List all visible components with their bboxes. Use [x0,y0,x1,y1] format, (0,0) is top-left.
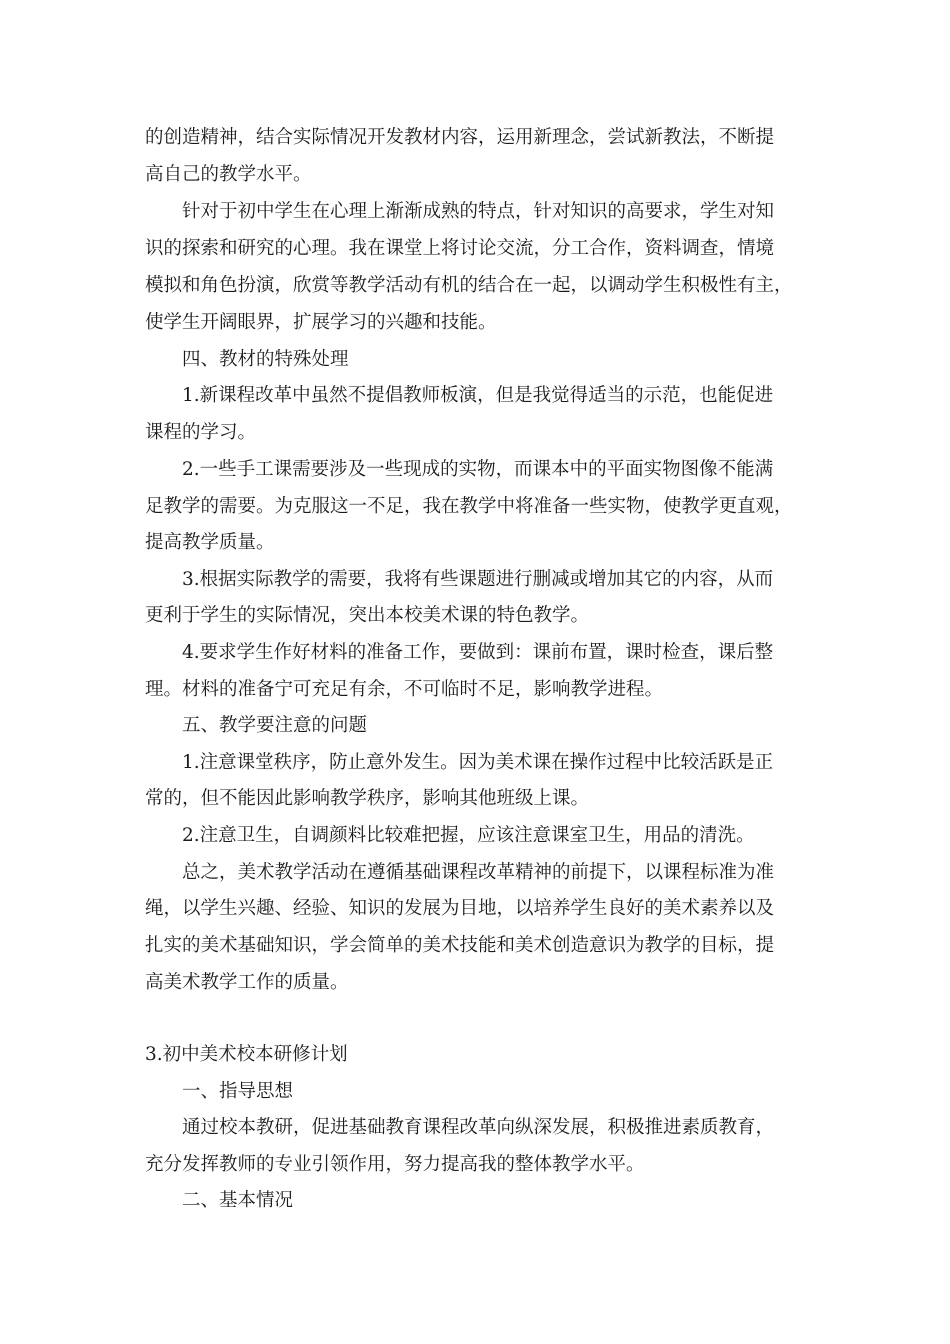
paragraph-line: 使学生开阔眼界，扩展学习的兴趣和技能。 [145,312,497,333]
paragraph-line: 1.新课程改革中虽然不提倡教师板演，但是我觉得适当的示范，也能促进 [182,385,774,406]
paragraph-line: 总之，美术教学活动在遵循基础课程改革精神的前提下，以课程标准为准 [182,862,775,883]
paragraph-line: 模拟和角色扮演，欣赏等教学活动有机的结合在一起，以调动学生积极性有主， [145,275,793,296]
paragraph-line: 4.要求学生作好材料的准备工作，要做到：课前布置，课时检查，课后整 [182,642,774,663]
paragraph-line: 足教学的需要。为克服这一不足，我在教学中将准备一些实物，使教学更直观， [145,496,793,517]
paragraph-line: 理。材料的准备宁可充足有余，不可临时不足，影响教学进程。 [145,679,664,700]
paragraph-line: 的创造精神，结合实际情况开发教材内容，运用新理念，尝试新教法，不断提 [145,127,775,148]
paragraph-line: 扎实的美术基础知识，学会简单的美术技能和美术创造意识为教学的目标，提 [145,935,775,956]
section-heading: 四、教材的特殊处理 [182,349,349,370]
paragraph-line: 绳，以学生兴趣、经验、知识的发展为目地，以培养学生良好的美术素养以及 [145,898,775,919]
paragraph-line: 1.注意课堂秩序，防止意外发生。因为美术课在操作过程中比较活跃是正 [182,752,774,773]
section-heading: 五、教学要注意的问题 [182,715,368,736]
paragraph-line: 2.注意卫生，自调颜料比较难把握，应该注意课室卫生，用品的清洗。 [182,825,755,846]
paragraph-line: 常的，但不能因此影响教学秩序，影响其他班级上课。 [145,788,590,809]
paragraph-line: 高美术教学工作的质量。 [145,972,349,993]
paragraph-line: 提高教学质量。 [145,532,275,553]
paragraph-line: 针对于初中学生在心理上渐渐成熟的特点，针对知识的高要求，学生对知 [182,201,775,222]
paragraph-line: 识的探索和研究的心理。我在课堂上将讨论交流，分工合作，资料调查，情境 [145,238,775,259]
paragraph-line: 更利于学生的实际情况，突出本校美术课的特色教学。 [145,605,590,626]
section-heading: 二、基本情况 [182,1190,294,1211]
paragraph-line: 3.根据实际教学的需要，我将有些课题进行删减或增加其它的内容，从而 [182,569,774,590]
paragraph-line: 充分发挥教师的专业引领作用，努力提高我的整体教学水平。 [145,1154,645,1175]
paragraph-line: 通过校本教研，促进基础教育课程改革向纵深发展，积极推进素质教育， [182,1117,775,1138]
section-heading: 一、指导思想 [182,1081,294,1102]
paragraph-line: 课程的学习。 [145,422,257,443]
document-title: 3.初中美术校本研修计划 [145,1044,348,1065]
paragraph-line: 高自己的教学水平。 [145,164,312,185]
paragraph-line: 2.一些手工课需要涉及一些现成的实物，而课本中的平面实物图像不能满 [182,459,774,480]
